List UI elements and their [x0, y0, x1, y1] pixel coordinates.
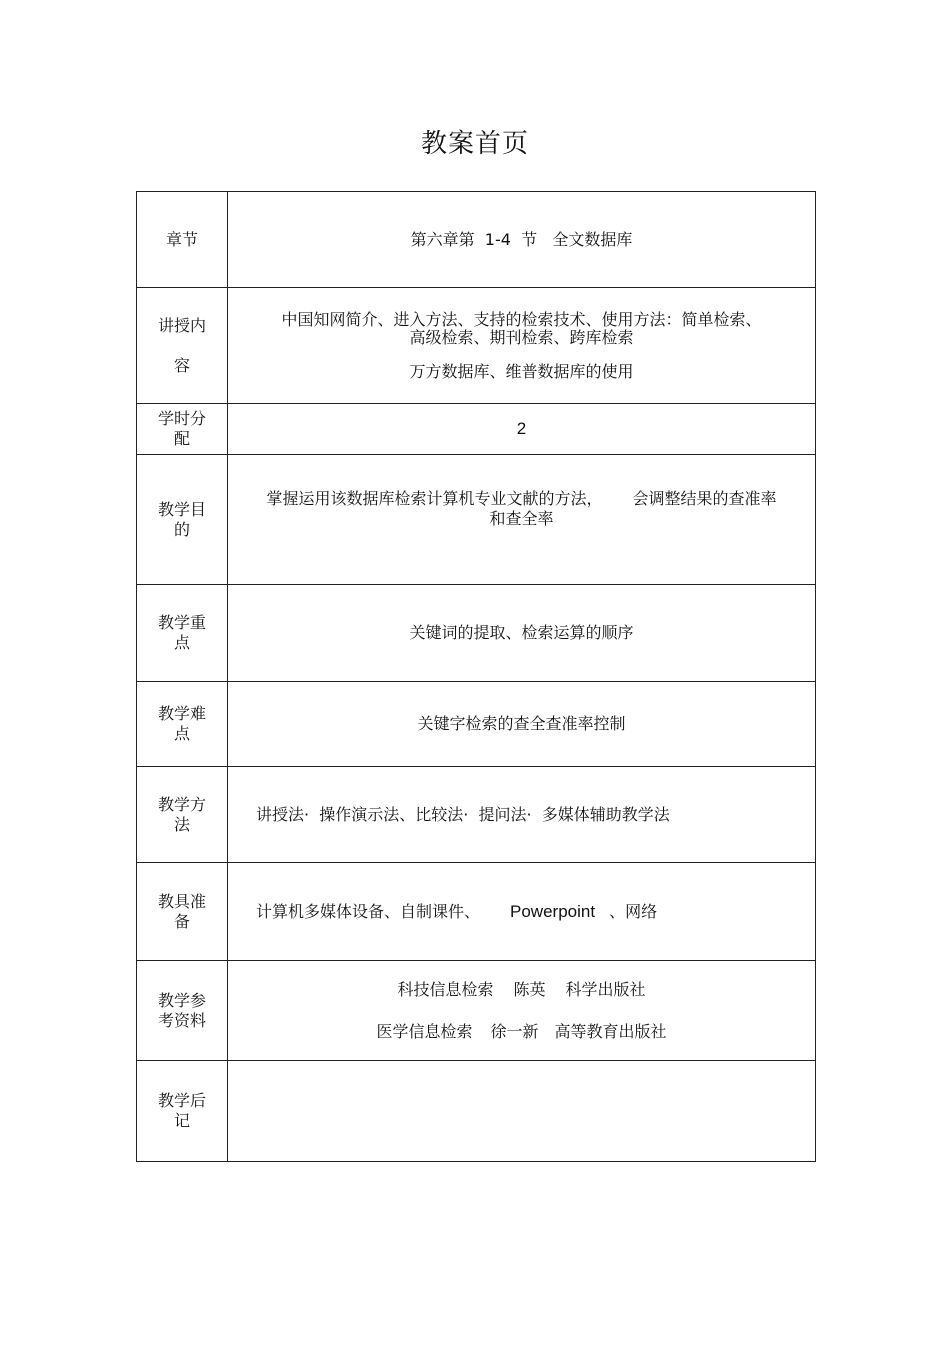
row-value-teaching-objective: 掌握运用该数据库检索计算机专业文献的方法， 会调整结果的查准率 和查全率 [228, 455, 816, 585]
table-row [137, 192, 816, 288]
page-title: 教案首页 [420, 129, 529, 159]
row-value-references: 科技信息检索 陈英 科学出版社 医学信息检索 徐一新 高等教育出版社 [228, 961, 816, 1061]
row-label-difficult-points: 教学难点 [137, 682, 228, 767]
table-row [137, 288, 816, 404]
row-label-teaching-method: 教学方法 [137, 767, 228, 863]
table-row [137, 682, 816, 767]
row-value-teaching-aids: 计算机多媒体设备、自制课件、 Powerpoint 、网络 [228, 863, 816, 961]
row-label-teaching-objective: 教学目的 [137, 455, 228, 585]
row-value-chapter: 第六章第 1-4 节 全文数据库 [228, 192, 816, 288]
row-label-references: 教学参考资料 [137, 961, 228, 1061]
table-row [137, 404, 816, 455]
row-value-difficult-points: 关键字检索的查全查准率控制 [228, 682, 816, 767]
row-label-teaching-aids: 教具准备 [137, 863, 228, 961]
row-label-hours: 学时分配 [137, 404, 228, 455]
lesson-plan-table [136, 191, 816, 1162]
row-label-postscript: 教学后记 [137, 1061, 228, 1162]
table-row [137, 767, 816, 863]
table-row [137, 1061, 816, 1162]
row-value-teaching-method: 讲授法· 操作演示法、比较法· 提问法· 多媒体辅助教学法 [228, 767, 816, 863]
row-value-key-points: 关键词的提取、检索运算的顺序 [228, 585, 816, 682]
table-row [137, 585, 816, 682]
table-row [137, 455, 816, 585]
row-value-hours: 2 [228, 404, 816, 455]
row-label-chapter: 章节 [137, 192, 228, 288]
row-value-postscript [228, 1061, 816, 1162]
row-label-lecture-content: 讲授内容 [137, 288, 228, 404]
table-row [137, 961, 816, 1061]
row-label-key-points: 教学重点 [137, 585, 228, 682]
row-value-lecture-content: 中国知网简介、进入方法、支持的检索技术、使用方法：简单检索、 高级检索、期刊检索、跨库检索 万方数据库、维普数据库的使用 [228, 288, 816, 404]
table-row [137, 863, 816, 961]
